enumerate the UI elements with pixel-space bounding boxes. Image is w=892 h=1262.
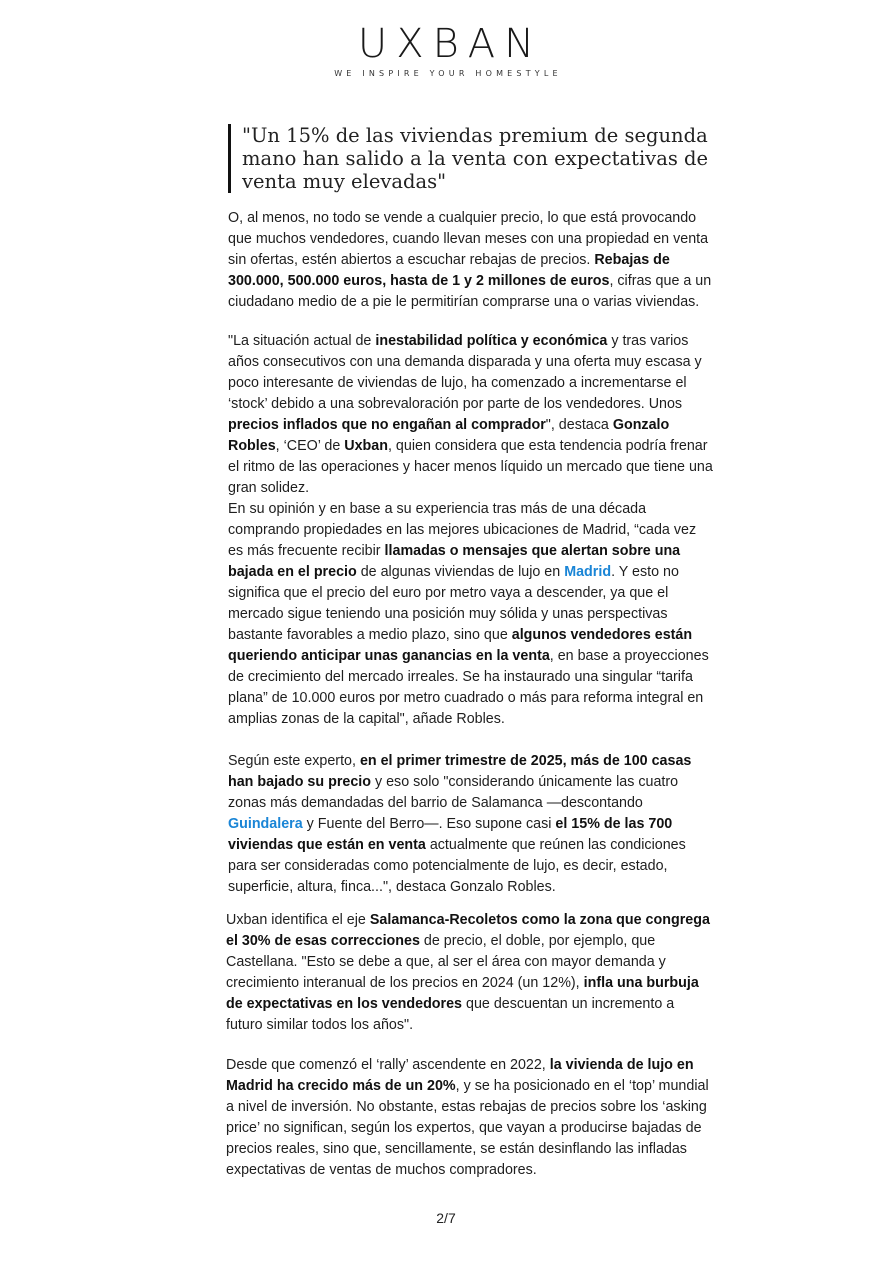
text: Según este experto, [228, 753, 360, 769]
text: actualmente que reúnen las condiciones para ser consideradas como potencialmente de lujo, es decir, estado, superficie, altura, finca...", destaca Gonzalo Robles. [228, 837, 686, 895]
link-madrid[interactable]: Madrid [564, 564, 612, 580]
text: Uxban identifica el eje [226, 912, 370, 928]
brand-logo [0, 22, 892, 78]
bold-text: la vivienda de lujo en Madrid ha crecido más de un 20% [226, 1057, 694, 1094]
logo-wordmark: UXBAN [357, 21, 544, 67]
paragraph-3 [228, 499, 713, 730]
text: , cifras que a un ciudadano medio de a pie le permitirían comprarse una o varias viviendas. [228, 273, 712, 310]
text: y eso solo "considerando únicamente las cuatro zonas más demandadas del barrio de Salamanca —descontando [228, 774, 679, 811]
text: Desde que comenzó el ‘rally’ ascendente en 2022, [226, 1057, 550, 1073]
paragraph-1 [228, 208, 713, 313]
bold-text: Salamanca-Recoletos como la zona que congrega el 30% de esas correcciones [226, 912, 710, 949]
text: ", destaca [545, 417, 613, 433]
text: "La situación actual de [228, 333, 376, 349]
bold-text: Uxban [344, 438, 388, 454]
text: En su opinión y en base a su experiencia tras más de una década comprando propiedades en las mejores ubicaciones de Madrid, “cada vez es más frecuente recibir [228, 501, 697, 559]
link-guindalera[interactable]: Guindalera [228, 816, 303, 832]
text: , ‘CEO’ de [275, 438, 345, 454]
bold-text: precios inflados que no engañan al comprador [228, 417, 546, 433]
paragraph-4 [228, 751, 713, 898]
bold-text: Rebajas de 300.000, 500.000 euros, hasta de 1 y 2 millones de euros [228, 252, 670, 289]
bold-text: Gonzalo Robles [228, 417, 670, 454]
text: O, al menos, no todo se vende a cualquier precio, lo que está provocando que muchos vendedores, cuando llevan meses con una propiedad en venta sin ofertas, estén abiertos a escuchar rebajas de precios. [228, 210, 709, 268]
page-indicator: 2/7 [436, 1210, 456, 1226]
bold-text: algunos vendedores están queriendo anticipar unas ganancias en la venta [228, 627, 693, 664]
text: , en base a proyecciones de crecimiento del mercado irreales. Se ha instaurado una singular “tarifa plana” de 10.000 euros por metro cuadrado o más para reforma integral en amplias zonas de la capital", añade Robles. [228, 648, 709, 727]
bold-text: llamadas o mensajes que alertan sobre una bajada en el precio [228, 543, 681, 580]
bold-text: infla una burbuja de expectativas en los vendedores [226, 975, 699, 1012]
bold-text: en el primer trimestre de 2025, más de 100 casas han bajado su precio [228, 753, 692, 790]
text: , y se ha posicionado en el ‘top’ mundial a nivel de inversión. No obstante, estas rebajas de precios sobre los ‘asking price’ no significan, según los expertos, que vayan a producirse bajadas de precios reales, sino que, sencillamente, se están desinflando las infladas expectativas de ventas de muchos compradores. [226, 1078, 709, 1178]
paragraph-2 [228, 331, 713, 499]
text: y Fuente del Berro—. Eso supone casi [302, 816, 556, 832]
text: y tras varios años consecutivos con una demanda disparada y una oferta muy escasa y poco interesante de viviendas de lujo, ha comenzado a incrementarse el ‘stock’ debido a una sobrevaloración por parte de los vendedores. Unos [228, 333, 702, 412]
paragraph-5 [226, 910, 711, 1036]
text: que descuentan un incremento a futuro similar todos los años". [226, 996, 675, 1033]
pull-quote: "Un 15% de las viviendas premium de segunda mano han salido a la venta con expectativas de venta muy elevadas" [228, 124, 712, 193]
bold-text: el 15% de las 700 viviendas que están en venta [228, 816, 673, 853]
text: de algunas viviendas de lujo en [356, 564, 565, 580]
logo-tagline: WE INSPIRE YOUR HOMESTYLE [334, 69, 562, 78]
paragraph-6 [226, 1055, 711, 1181]
text: , quien considera que esta tendencia podría frenar el ritmo de las operaciones y hacer menos líquido un mercado que tiene una gran solidez. [228, 438, 713, 496]
bold-text: inestabilidad política y económica [375, 333, 608, 349]
text: . Y esto no significa que el precio del euro por metro vaya a descender, ya que el mercado sigue teniendo una posición muy sólida y unas perspectivas bastante favorables a medio plazo, sino que [228, 564, 679, 643]
text: de precio, el doble, por ejemplo, que Castellana. "Esto se debe a que, al ser el área con mayor demanda y crecimiento interanual de los precios en 2024 (un 12%), [226, 933, 666, 991]
